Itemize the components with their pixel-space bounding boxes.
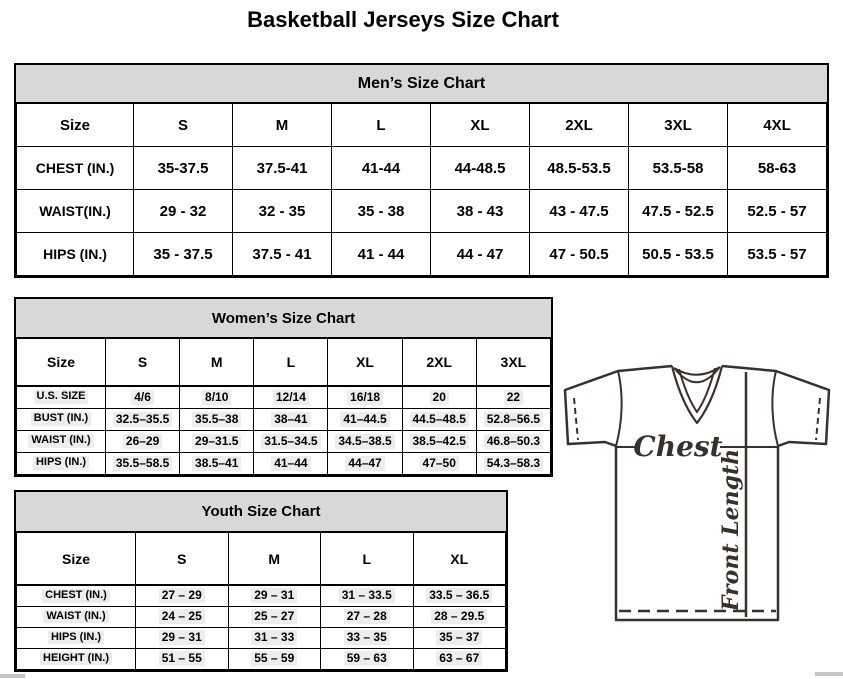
value-cell: 41 - 44	[332, 233, 431, 276]
value-cell: 8/10	[180, 386, 254, 408]
value-cell: 59 – 63	[321, 648, 414, 669]
value-cell: 41–44	[254, 452, 328, 474]
value-cell: 44 - 47	[431, 233, 530, 276]
header-cell: 3XL	[476, 339, 550, 387]
value-cell: 31 – 33.5	[321, 585, 414, 606]
mens-size-chart	[14, 63, 829, 278]
header-cell: M	[180, 339, 254, 387]
youth-table	[16, 532, 506, 670]
value-cell: 47.5 - 52.5	[629, 190, 728, 233]
header-cell: Size	[17, 533, 136, 586]
row-label-cell: HEIGHT (IN.)	[17, 648, 136, 669]
value-cell: 41–44.5	[328, 408, 402, 430]
jersey-seam-right	[772, 371, 778, 446]
value-cell: 46.8–50.3	[476, 430, 550, 452]
value-cell: 20	[402, 386, 476, 408]
value-cell: 54.3–58.3	[476, 452, 550, 474]
value-cell: 48.5-53.5	[530, 147, 629, 190]
mens-chart-title: Men’s Size Chart	[16, 65, 827, 103]
page-title: Basketball Jerseys Size Chart	[247, 7, 559, 32]
value-cell: 38.5–42.5	[402, 430, 476, 452]
value-cell: 53.5-58	[629, 147, 728, 190]
sleeve-cuff-dashed-left	[574, 398, 578, 440]
value-cell: 26–29	[106, 430, 180, 452]
header-cell: M	[233, 104, 332, 147]
value-cell: 58-63	[728, 147, 827, 190]
jersey-seam-left	[616, 371, 622, 446]
value-cell: 12/14	[254, 386, 328, 408]
header-cell: XL	[431, 104, 530, 147]
youth-chart-title: Youth Size Chart	[16, 492, 506, 532]
value-cell: 22	[476, 386, 550, 408]
header-cell: XL	[413, 533, 506, 586]
header-cell: 3XL	[629, 104, 728, 147]
value-cell: 29 – 31	[136, 627, 229, 648]
header-cell: 4XL	[728, 104, 827, 147]
value-cell: 43 - 47.5	[530, 190, 629, 233]
row-label-cell: WAIST (IN.)	[17, 606, 136, 627]
value-cell: 4/6	[106, 386, 180, 408]
value-cell: 44.5–48.5	[402, 408, 476, 430]
value-cell: 25 – 27	[228, 606, 321, 627]
row-label-cell: U.S. SIZE	[17, 386, 106, 408]
value-cell: 35-37.5	[134, 147, 233, 190]
value-cell: 34.5–38.5	[328, 430, 402, 452]
value-cell: 52.5 - 57	[728, 190, 827, 233]
row-label-cell: WAIST (IN.)	[17, 430, 106, 452]
value-cell: 31.5–34.5	[254, 430, 328, 452]
header-cell: 2XL	[402, 339, 476, 387]
value-cell: 55 – 59	[228, 648, 321, 669]
header-cell: S	[106, 339, 180, 387]
value-cell: 44-48.5	[431, 147, 530, 190]
value-cell: 33 – 35	[321, 627, 414, 648]
value-cell: 28 – 29.5	[413, 606, 506, 627]
value-cell: 16/18	[328, 386, 402, 408]
row-label-cell: BUST (IN.)	[17, 408, 106, 430]
value-cell: 37.5 - 41	[233, 233, 332, 276]
value-cell: 38.5–41	[180, 452, 254, 474]
header-cell: 2XL	[530, 104, 629, 147]
value-cell: 27 – 28	[321, 606, 414, 627]
row-label-cell: WAIST(IN.)	[17, 190, 134, 233]
row-label-cell: HIPS (IN.)	[17, 233, 134, 276]
jersey-outline	[565, 366, 829, 620]
value-cell: 31 – 33	[228, 627, 321, 648]
scrollbar-fragment-right[interactable]	[815, 672, 843, 676]
value-cell: 27 – 29	[136, 585, 229, 606]
scrollbar-fragment-left[interactable]	[0, 674, 25, 678]
value-cell: 37.5-41	[233, 147, 332, 190]
header-cell: S	[136, 533, 229, 586]
value-cell: 29 - 32	[134, 190, 233, 233]
value-cell: 44–47	[328, 452, 402, 474]
value-cell: 32 - 35	[233, 190, 332, 233]
value-cell: 47–50	[402, 452, 476, 474]
value-cell: 29 – 31	[228, 585, 321, 606]
womens-size-chart	[14, 297, 553, 477]
youth-size-chart	[14, 490, 508, 672]
value-cell: 41-44	[332, 147, 431, 190]
row-label-cell: HIPS (IN.)	[17, 627, 136, 648]
value-cell: 35.5–38	[180, 408, 254, 430]
value-cell: 63 – 67	[413, 648, 506, 669]
value-cell: 33.5 – 36.5	[413, 585, 506, 606]
row-label-cell: HIPS (IN.)	[17, 452, 106, 474]
womens-chart-title: Women’s Size Chart	[16, 299, 551, 338]
sleeve-cuff-dashed-right	[816, 398, 820, 440]
womens-table	[16, 338, 551, 475]
value-cell: 29–31.5	[180, 430, 254, 452]
row-label-cell: CHEST (IN.)	[17, 585, 136, 606]
value-cell: 38 - 43	[431, 190, 530, 233]
value-cell: 38–41	[254, 408, 328, 430]
header-cell: Size	[17, 339, 106, 387]
header-cell: S	[134, 104, 233, 147]
header-cell: L	[321, 533, 414, 586]
value-cell: 47 - 50.5	[530, 233, 629, 276]
value-cell: 35 - 38	[332, 190, 431, 233]
value-cell: 50.5 - 53.5	[629, 233, 728, 276]
value-cell: 35 - 37.5	[134, 233, 233, 276]
front-length-label: Front Length	[718, 448, 744, 612]
row-label-cell: CHEST (IN.)	[17, 147, 134, 190]
value-cell: 24 – 25	[136, 606, 229, 627]
value-cell: 32.5–35.5	[106, 408, 180, 430]
value-cell: 35.5–58.5	[106, 452, 180, 474]
chest-label: Chest	[633, 430, 723, 463]
value-cell: 35 – 37	[413, 627, 506, 648]
value-cell: 51 – 55	[136, 648, 229, 669]
value-cell: 53.5 - 57	[728, 233, 827, 276]
mens-table	[16, 103, 827, 276]
value-cell: 52.8–56.5	[476, 408, 550, 430]
header-cell: XL	[328, 339, 402, 387]
header-cell: Size	[17, 104, 134, 147]
header-cell: L	[332, 104, 431, 147]
jersey-diagram	[563, 362, 838, 626]
header-cell: L	[254, 339, 328, 387]
header-cell: M	[228, 533, 321, 586]
